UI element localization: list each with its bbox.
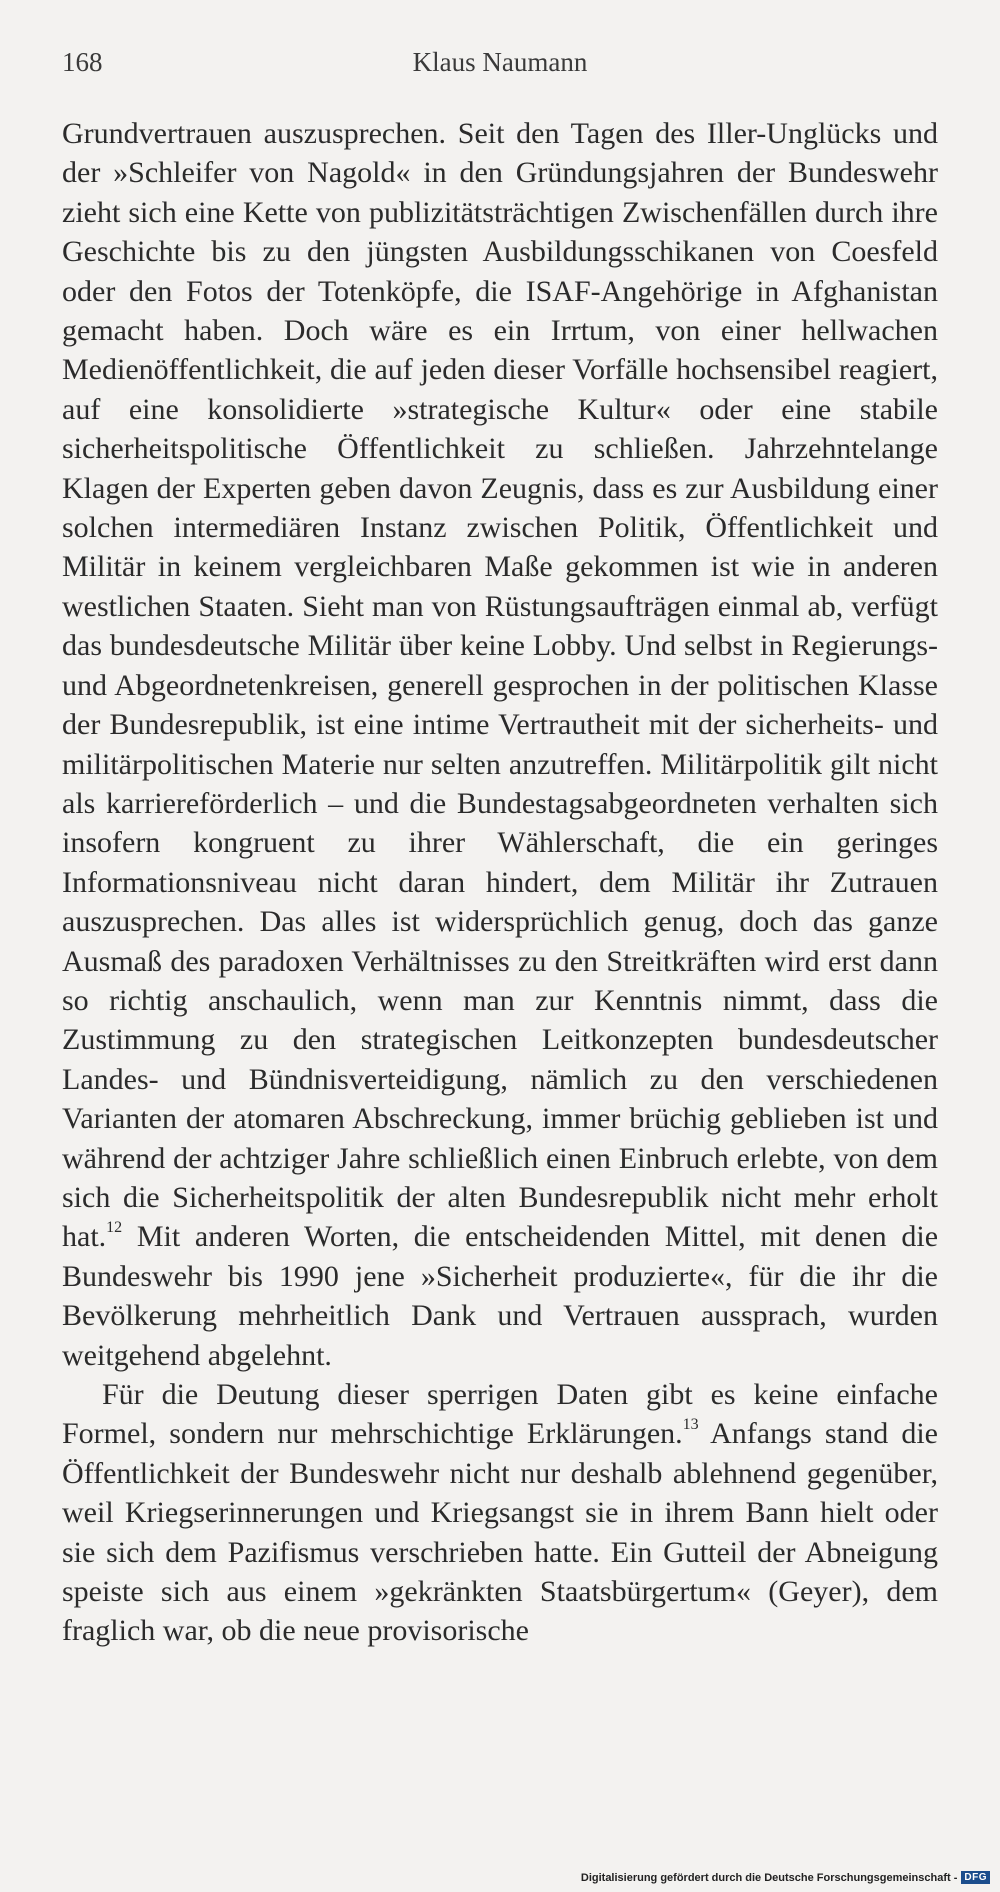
footnote-ref-12: 12 (106, 1219, 123, 1237)
running-head: Klaus Naumann (412, 47, 588, 77)
page-number: 168 (62, 47, 103, 77)
paragraph-1-text-b: Mit anderen Worten, die entscheidenden Mittel, mit denen die Bundeswehr bis 1990 jene »Sicherheit produzierte«, für die ihr die Bevölkerung mehrheitlich Dank und Vertrauen aussprach, wurden weitgehend abgelehnt. (62, 1220, 939, 1372)
body-text (62, 114, 938, 1651)
paragraph-2-text-b: Anfangs stand die Öffentlichkeit der Bundeswehr nicht nur deshalb ablehnend gegenüber, weil Kriegserinnerungen und Kriegsangst sie in ihrem Bann hielt oder sie sich dem Pazifismus verschrieben hatte. Ein Gutteil der Abneigung speiste sich aus einem »gekränkten Staatsbürgertum« (Geyer), dem fraglich war, ob die neue provisorische (62, 1417, 938, 1648)
paragraph-2 (62, 1375, 938, 1651)
paragraph-2-text-a: Für die Deutung dieser sperrigen Daten gibt es keine einfache Formel, sondern nur mehrschichtige Erklärungen. (62, 1378, 938, 1451)
page-header (62, 44, 938, 80)
dfg-logo-icon: DFG (961, 1871, 990, 1884)
footnote-ref-13: 13 (682, 1416, 699, 1434)
digitization-credit-text: Digitalisierung gefördert durch die Deutsche Forschungsgemeinschaft - (580, 1871, 958, 1884)
paragraph-1 (62, 114, 938, 1375)
paragraph-1-text-a: Grundvertrauen auszusprechen. Seit den Tagen des Iller-Unglücks und der »Schleifer von Nagold« in den Gründungsjahren der Bundeswehr zieht sich eine Kette von publizitätsträchtigen Zwischenfällen durch ihre Geschichte bis zu den jüngsten Ausbildungsschikanen von Coesfeld oder den Fotos der Totenköpfe, die ISAF-Angehörige in Afghanistan gemacht haben. Doch wäre es ein Irrtum, von einer hellwachen Medienöffentlichkeit, die auf jeden dieser Vorfälle hochsensibel reagiert, auf eine konsolidierte »strategische Kultur« oder eine stabile sicherheitspolitische Öffentlichkeit zu schließen. Jahrzehntelange Klagen der Experten geben davon Zeugnis, dass es zur Ausbildung einer solchen intermediären Instanz zwischen Politik, Öffentlichkeit und Militär in keinem vergleichbaren Maße gekommen ist wie in anderen westlichen Staaten. Sieht man von Rüstungsaufträgen einmal ab, verfügt das bundesdeutsche Militär über keine Lobby. Und selbst in Regierungs- und Abgeordnetenkreisen, generell gesprochen in der politischen Klasse der Bundesrepublik, ist eine intime Vertrautheit mit der sicherheits- und militärpolitischen Materie nur selten anzutreffen. Militärpolitik gilt nicht als karriereförderlich – und die Bundestagsabgeordneten verhalten sich insofern kongruent zu ihrer Wählerschaft, die ein geringes Informationsniveau nicht daran hindert, dem Militär ihr Zutrauen auszusprechen. Das alles ist widersprüchlich genug, doch das ganze Ausmaß des paradoxen Verhältnisses zu den Streitkräften wird erst dann so richtig anschaulich, wenn man zur Kenntnis nimmt, dass die Zustimmung zu den strategischen Leitkonzepten bundesdeutscher Landes- und Bündnisverteidigung, nämlich zu den verschiedenen Varianten der atomaren Abschreckung, immer brüchig geblieben ist und während der achtziger Jahre schließlich einen Einbruch erlebte, von dem sich die Sicherheitspolitik der alten Bundesrepublik nicht mehr erholt hat. (62, 117, 938, 1254)
digitization-credit (581, 1871, 990, 1884)
